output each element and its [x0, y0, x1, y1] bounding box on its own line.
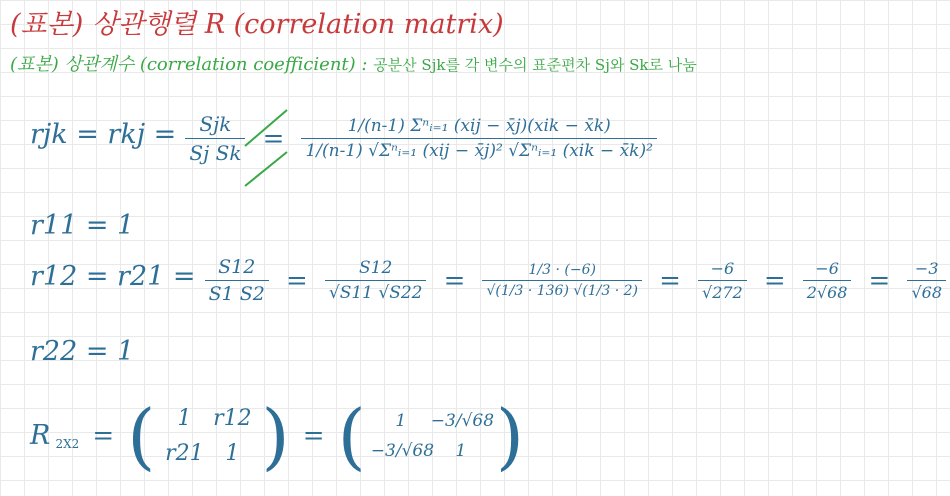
r12-step-3-denominator: √(1/3 · 136) √(1/3 · 2) — [482, 280, 642, 299]
r12-equals-5: = — [868, 265, 891, 296]
r22-equation: r22 = 1 — [30, 336, 135, 367]
definition-line — [10, 50, 697, 76]
r12-step-1-numerator: S12 — [218, 256, 256, 278]
r12-step-2-numerator: S12 — [359, 258, 393, 278]
r12-step-2 — [325, 258, 427, 303]
formula-lhs: rjk = rkj = — [30, 119, 177, 150]
matrix-cell: r21 — [165, 441, 204, 466]
left-paren-2: ( — [337, 394, 366, 478]
r12-step-3-numerator: 1/3 · (−6) — [528, 262, 596, 278]
symbolic-matrix — [160, 406, 256, 466]
r12-derivation — [30, 256, 950, 305]
matrix-cell: r12 — [213, 406, 252, 431]
r12-equals-2: = — [443, 265, 466, 296]
r12-equals-4: = — [763, 265, 786, 296]
r12-step-1-denominator: S1 S2 — [205, 280, 269, 305]
r12-step-6-denominator: √68 — [907, 280, 946, 302]
matrix-cell: 1 — [177, 406, 192, 431]
r11-equation: r11 = 1 — [30, 210, 135, 241]
matrix-cell: −3/√68 — [430, 411, 495, 431]
r12-step-5-numerator: −6 — [815, 259, 839, 278]
matrix-equals-2: = — [302, 421, 325, 451]
expanded-fraction — [301, 116, 656, 161]
correlation-matrix-equation — [30, 394, 524, 478]
right-paren-1: ) — [261, 394, 290, 478]
formula-equals: = — [262, 123, 285, 154]
matrix-cell: 1 — [395, 411, 407, 431]
formula-fraction — [185, 112, 245, 165]
r12-step-4-numerator: −6 — [710, 259, 735, 278]
r12-step-6-numerator: −3 — [914, 259, 939, 278]
definition-label: (표본) 상관계수 (correlation coefficient) : — [10, 54, 368, 75]
r12-step-4-denominator: √272 — [698, 280, 747, 302]
r12-step-2-denominator: √S11 √S22 — [325, 280, 427, 303]
matrix-symbol: R — [30, 420, 51, 452]
r12-step-5 — [803, 259, 852, 302]
cancel-strike-mark — [241, 106, 291, 190]
matrix-dimension: 2X2 — [55, 437, 80, 452]
right-paren-2: ) — [495, 394, 524, 478]
matrix-cell: −3/√68 — [370, 441, 435, 461]
correlation-formula — [30, 112, 661, 165]
r12-step-6 — [907, 259, 946, 302]
r12-step-1 — [205, 256, 269, 305]
page-title: (표본) 상관행렬 R (correlation matrix) — [10, 9, 504, 40]
formula-numerator: Sjk — [199, 112, 232, 136]
expanded-denominator: 1/(n-1) √Σⁿᵢ₌₁ (xij − x̄j)² √Σⁿᵢ₌₁ (xik − x̄k)² — [301, 138, 656, 161]
matrix-cell: 1 — [225, 441, 240, 466]
r12-equals-3: = — [659, 265, 681, 296]
expanded-numerator: 1/(n-1) Σⁿᵢ₌₁ (xij − x̄j)(xik − x̄k) — [347, 116, 611, 136]
formula-denominator: Sj Sk — [185, 138, 245, 165]
r12-step-3 — [482, 262, 642, 299]
r12-step-4 — [698, 259, 747, 302]
definition-note: 공분산 Sjk를 각 변수의 표준편차 Sj와 Sk로 나눔 — [373, 56, 697, 74]
r12-equals-1: = — [285, 265, 308, 296]
numeric-matrix — [370, 411, 495, 461]
r12-step-5-denominator: 2√68 — [803, 280, 852, 302]
left-paren-1: ( — [127, 394, 156, 478]
r12-lhs: r12 = r21 = — [30, 261, 196, 292]
matrix-equals-1: = — [92, 421, 115, 451]
matrix-lhs — [30, 420, 79, 451]
matrix-cell: 1 — [455, 441, 467, 461]
